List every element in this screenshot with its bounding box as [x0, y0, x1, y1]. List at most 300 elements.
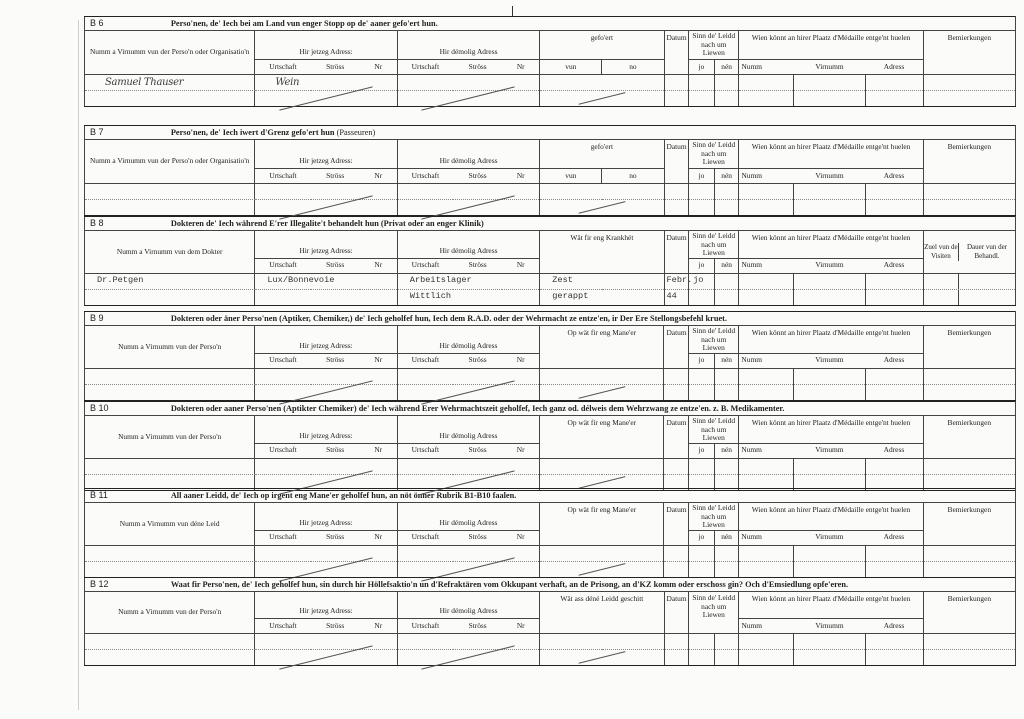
entry-current-address-cell[interactable] [255, 200, 397, 216]
current-address-header: Hir jetzeg Adress: [255, 231, 397, 259]
entry-name: Samuel Thauser [105, 76, 184, 88]
former-street-label: Ströss [453, 353, 502, 368]
former-town-label: Urtschaft [397, 258, 453, 273]
name-header: Numm a Virnumm vun dem Dokter [85, 231, 255, 274]
entry-medal-firstname-cell[interactable] [794, 273, 866, 289]
alive-header: Sinn de' Leidd nach um Liewen [689, 416, 739, 444]
medal-firstname-label: Virnumm [794, 443, 866, 458]
current-town-label: Urtschaft [255, 530, 311, 545]
entry-yes-cell[interactable] [689, 289, 715, 305]
current-town-label: Urtschaft [255, 353, 311, 368]
former-address-header: Hir démolig Adress [397, 592, 539, 619]
entry-date-cell[interactable] [664, 273, 693, 289]
entry-detail-cell[interactable] [540, 368, 664, 384]
entry-row [85, 634, 1016, 650]
section-title-row [85, 402, 1016, 416]
section-title [170, 217, 1016, 231]
entry-medal-firstname-cell[interactable] [794, 650, 866, 666]
entry-remarks-cell[interactable] [923, 561, 1015, 577]
current-street-label: Ströss [311, 443, 360, 458]
current-street-label: Ströss [311, 619, 360, 634]
entry-remarks-cell[interactable] [923, 184, 1015, 200]
section-title-main: Dokteren de' Iech während E'rer Illegalite't behandelt hun (Privat oder an enger Klinik) [170, 218, 484, 228]
entry-current-address-cell[interactable] [255, 184, 397, 200]
manner-header: Op wät fir eng Mane'er [540, 503, 664, 546]
entry-date-cell[interactable] [664, 561, 689, 577]
current-address-header: Hir jetzeg Adress: [255, 503, 397, 531]
former-street-label: Ströss [453, 619, 502, 634]
former-town-label: Urtschaft [397, 353, 453, 368]
entry-medal-firstname-cell[interactable] [794, 458, 866, 474]
entry-yes-cell[interactable] [689, 75, 715, 91]
entry-current-address-cell[interactable] [255, 368, 397, 384]
entry-name-cell[interactable] [85, 200, 255, 216]
entry-remarks-cell[interactable] [923, 384, 1015, 400]
entry-yes-cell[interactable] [689, 368, 715, 384]
former-street-label: Ströss [453, 60, 502, 75]
entry-current-address: Lux/Bonnevoie [267, 275, 335, 286]
current-town-label: Urtschaft [255, 258, 311, 273]
entry-yes-cell[interactable] [689, 545, 715, 561]
entry-current-address-cell[interactable] [255, 273, 397, 289]
entry-no-cell[interactable] [714, 273, 739, 289]
header-row [85, 326, 1016, 354]
entry-date-cell[interactable] [664, 368, 689, 384]
yes-label: jo [689, 60, 715, 75]
entry-yes-cell[interactable] [689, 91, 715, 107]
medal-name-label: Numm [739, 169, 794, 184]
entry-former-address-cell[interactable] [397, 75, 539, 91]
entry-former-address-cell[interactable] [397, 634, 539, 650]
entry-name-cell[interactable] [85, 289, 255, 305]
entry-current-address-cell[interactable] [255, 458, 397, 474]
entry-detail-cell[interactable] [540, 289, 664, 305]
medal-firstname-label: Virnumm [794, 619, 866, 634]
entry-former-address-cell[interactable] [397, 273, 539, 289]
section-title [170, 126, 1016, 140]
entry-detail-cell[interactable] [540, 634, 664, 650]
section-code: B 6 [85, 17, 255, 31]
name-header: Numm a Virnumm vun déne Leid [85, 503, 255, 546]
entry-name-cell[interactable] [85, 384, 255, 400]
entry-date-cell[interactable] [664, 458, 689, 474]
name-header: Numm a Virnumm vun der Perso'n [85, 592, 255, 634]
entry-date-cell[interactable] [664, 289, 689, 305]
entry-row [85, 273, 1016, 289]
ink-stroke [579, 201, 626, 214]
entry-row [85, 368, 1016, 384]
entry-detail-cell[interactable] [540, 75, 664, 91]
section-title [170, 578, 1016, 592]
entry-medal-address-cell[interactable] [865, 289, 923, 305]
medal-firstname-label: Virnumm [794, 353, 866, 368]
former-town-label: Urtschaft [397, 443, 453, 458]
entry-visits-duration-cell[interactable] [923, 289, 1015, 305]
to-label: no [602, 60, 664, 75]
medal-firstname-label: Virnumm [794, 60, 866, 75]
entry-current-address-cell[interactable] [255, 545, 397, 561]
section-title-main: Perso'nen, de' Iech bei am Land vun enger Stopp op de' aaner gefo'ert hun. [170, 18, 438, 28]
section-title [170, 17, 1016, 31]
entry-former-address: Arbeitslager [409, 275, 472, 286]
remarks-header: Bemierkungen [923, 31, 1015, 75]
entry-name-cell[interactable] [85, 75, 255, 91]
entry-medal-firstname-cell[interactable] [793, 561, 865, 577]
alive-header: Sinn de' Leidd nach um Liewen [689, 503, 739, 531]
entry-medal-address-cell[interactable] [865, 561, 923, 577]
entry-current-address-cell[interactable] [255, 634, 397, 650]
name-header: Numm a Virnumm vun der Perso'n oder Organisatio'n [85, 31, 255, 75]
entry-medal-name-cell[interactable] [739, 289, 794, 305]
current-number-label: Nr [360, 169, 397, 184]
former-address-header: Hir démolig Adress [397, 231, 539, 259]
section-b10 [84, 401, 1016, 491]
entry-medal-name-cell[interactable] [739, 634, 794, 650]
section-b9 [84, 311, 1016, 401]
entry-yes-cell[interactable] [689, 184, 715, 200]
former-town-label: Urtschaft [397, 169, 453, 184]
entry-medal-firstname-cell[interactable] [794, 634, 866, 650]
entry-medal-address-cell[interactable] [865, 91, 923, 107]
entry-no-cell[interactable] [714, 561, 739, 577]
medal-header: Wien könnt an hirer Plaatz d'Médaille entge'nt huelen [739, 140, 923, 169]
entry-detail-cell[interactable] [540, 650, 664, 666]
entry-row [85, 184, 1016, 200]
entry-yes-cell[interactable] [689, 200, 715, 216]
entry-detail-cell[interactable] [540, 458, 664, 474]
entry-current-address-cell[interactable] [255, 650, 397, 666]
ink-stroke [279, 86, 373, 110]
medal-header: Wien könnt an hirer Plaatz d'Médaille entge'nt huelen [739, 592, 923, 619]
entry-yes-cell[interactable] [689, 561, 715, 577]
current-number-label: Nr [360, 258, 397, 273]
entry-medal-address-cell[interactable] [865, 368, 923, 384]
entry-medal-name-cell[interactable] [739, 368, 794, 384]
to-label: no [602, 169, 664, 184]
entry-no-cell[interactable] [714, 545, 739, 561]
entry-remarks-cell[interactable] [923, 75, 1015, 91]
former-number-label: Nr [502, 60, 539, 75]
entry-remarks-cell[interactable] [923, 545, 1015, 561]
current-address-header: Hir jetzeg Adress: [255, 31, 397, 60]
entry-medal-name-cell[interactable] [739, 650, 794, 666]
entry-detail-cell[interactable] [540, 545, 664, 561]
entry-former-address-cell[interactable] [397, 458, 539, 474]
former-address-header: Hir démolig Adress [397, 416, 539, 444]
entry-medal-firstname-cell[interactable] [794, 184, 866, 200]
former-town-label: Urtschaft [397, 530, 453, 545]
yes-label: jo [689, 169, 715, 184]
former-number-label: Nr [502, 353, 539, 368]
current-street-label: Ströss [311, 60, 360, 75]
entry-name-cell[interactable] [85, 184, 255, 200]
remarks-header: Bemierkungen [923, 503, 1015, 546]
section-title-row [85, 17, 1016, 31]
current-street-label: Ströss [311, 353, 360, 368]
entry-no-cell[interactable] [714, 634, 739, 650]
former-number-label: Nr [502, 530, 539, 545]
section-b8 [84, 216, 1016, 306]
entry-current-address-cell[interactable] [255, 384, 397, 400]
entry-row [85, 650, 1016, 666]
former-address-header: Hir démolig Adress [397, 140, 539, 169]
former-address-header: Hir démolig Adress [397, 326, 539, 354]
medal-address-label: Adress [865, 258, 923, 273]
entry-former-address-cell[interactable] [397, 545, 539, 561]
current-address-header: Hir jetzeg Adress: [255, 326, 397, 354]
entry-detail-cell[interactable] [540, 91, 664, 107]
current-street-label: Ströss [311, 169, 360, 184]
current-town-label: Urtschaft [255, 443, 311, 458]
entry-name-cell[interactable] [85, 273, 255, 289]
section-code: B 11 [85, 489, 255, 503]
entry-remarks-cell[interactable] [923, 650, 1015, 666]
entry-detail-cell[interactable] [540, 561, 664, 577]
entry-detail-cell[interactable] [540, 184, 664, 200]
entry-medal-firstname-cell[interactable] [794, 289, 866, 305]
top-mark [512, 6, 513, 16]
entry-medal-name-cell[interactable] [739, 384, 794, 400]
entry-former-address: Wittlich [409, 291, 452, 302]
header-row [85, 503, 1016, 531]
entry-medal-name-cell[interactable] [739, 200, 794, 216]
former-number-label: Nr [502, 443, 539, 458]
entry-row [85, 200, 1016, 216]
date-header: Datum [664, 231, 689, 274]
no-label: nén [714, 353, 739, 368]
entry-medal-name-cell[interactable] [739, 75, 794, 91]
entry-medal-address-cell[interactable] [865, 634, 923, 650]
entry-remarks-cell[interactable] [923, 200, 1015, 216]
entry-medal-firstname-cell[interactable] [794, 200, 866, 216]
entry-name-cell[interactable] [85, 545, 255, 561]
entry-medal-address-cell[interactable] [865, 650, 923, 666]
date-header: Datum [664, 416, 689, 459]
entry-row [85, 458, 1016, 474]
no-label: nén [714, 169, 739, 184]
former-number-label: Nr [502, 619, 539, 634]
entry-row [85, 75, 1016, 91]
former-street-label: Ströss [453, 530, 502, 545]
entry-medal-address-cell[interactable] [865, 458, 923, 474]
section-title-main: Perso'nen, de' Iech iwert d'Grenz gefo'ert hun [170, 127, 335, 137]
entry-no-cell[interactable] [714, 200, 739, 216]
entry-medal-firstname-cell[interactable] [794, 368, 866, 384]
entry-current-address-cell[interactable] [255, 561, 397, 577]
former-street-label: Ströss [453, 443, 502, 458]
entry-date-cell[interactable] [664, 75, 689, 91]
entry-current-address: Wein [275, 76, 300, 88]
entry-detail-cell[interactable] [540, 384, 664, 400]
entry-yes: jo [693, 275, 704, 286]
entry-date-cell[interactable] [664, 650, 689, 666]
entry-yes-cell[interactable] [689, 384, 715, 400]
former-address-header: Hir démolig Adress [397, 31, 539, 60]
former-town-label: Urtschaft [397, 60, 453, 75]
entry-detail-cell[interactable] [540, 200, 664, 216]
alive-header: Sinn de' Leidd nach um Liewen [689, 231, 739, 259]
entry-no-cell[interactable] [714, 650, 739, 666]
ink-stroke [422, 645, 516, 669]
entry-remarks-cell[interactable] [923, 458, 1015, 474]
entry-date-cell[interactable] [664, 634, 689, 650]
section-title-row [85, 578, 1016, 592]
entry-name-cell[interactable] [85, 91, 255, 107]
medal-address-label: Adress [865, 60, 923, 75]
ink-stroke [579, 386, 626, 399]
ink-stroke [579, 563, 626, 576]
entry-date-cell[interactable] [664, 200, 689, 216]
entry-no-cell[interactable] [714, 184, 739, 200]
ink-stroke [579, 476, 626, 489]
current-street-label: Ströss [311, 258, 360, 273]
medal-header: Wien könnt an hirer Plaatz d'Médaille entge'nt huelen [739, 326, 923, 354]
section-b11 [84, 488, 1016, 578]
current-address-header: Hir jetzeg Adress: [255, 416, 397, 444]
entry-no-cell[interactable] [714, 458, 739, 474]
current-number-label: Nr [360, 619, 397, 634]
former-address-header: Hir démolig Adress [397, 503, 539, 531]
former-number-label: Nr [502, 258, 539, 273]
remarks-header: Bemierkungen [923, 326, 1015, 369]
entry-no-cell[interactable] [714, 91, 739, 107]
remarks-header: Bemierkungen [923, 416, 1015, 459]
entry-medal-name-cell[interactable] [739, 561, 794, 577]
date-header: Datum [664, 326, 689, 369]
medal-header: Wien könnt an hirer Plaatz d'Médaille entge'nt huelen [739, 31, 923, 60]
current-town-label: Urtschaft [255, 60, 311, 75]
manner-header: Op wät fir eng Mane'er [540, 416, 664, 459]
entry-medal-name-cell[interactable] [739, 184, 794, 200]
entry-name-cell[interactable] [85, 634, 255, 650]
entry-row [85, 561, 1016, 577]
entry-former-address-cell[interactable] [397, 561, 539, 577]
medal-name-label: Numm [739, 619, 794, 634]
entry-remarks-cell[interactable] [923, 91, 1015, 107]
medal-address-label: Adress [865, 619, 923, 634]
entry-yes-cell[interactable] [689, 273, 715, 289]
header-row [85, 592, 1016, 619]
entry-medal-name-cell[interactable] [739, 273, 794, 289]
entry-yes-cell[interactable] [689, 650, 715, 666]
current-number-label: Nr [360, 60, 397, 75]
entry-name-cell[interactable] [85, 458, 255, 474]
entry-former-address-cell[interactable] [397, 650, 539, 666]
entry-no-cell[interactable] [714, 289, 739, 305]
entry-medal-firstname-cell[interactable] [793, 545, 865, 561]
medal-header: Wien könnt an hirer Plaatz d'Médaille entge'nt huelen [739, 231, 923, 259]
entry-date-cell[interactable] [664, 91, 689, 107]
entry-detail: Zest [552, 275, 573, 286]
entry-detail-cell[interactable] [540, 273, 664, 289]
entry-date-cell[interactable] [664, 184, 689, 200]
section-b6 [84, 16, 1016, 107]
section-code: B 8 [85, 217, 255, 231]
entry-current-address-cell[interactable] [255, 91, 397, 107]
no-label: nén [714, 443, 739, 458]
no-label: nén [714, 258, 739, 273]
entry-name-cell[interactable] [85, 368, 255, 384]
medal-name-label: Numm [739, 353, 794, 368]
entry-medal-address-cell[interactable] [865, 384, 923, 400]
from-label: vun [540, 169, 602, 184]
current-number-label: Nr [360, 530, 397, 545]
entry-former-address-cell[interactable] [397, 91, 539, 107]
manner-header: Wät fir eng Krankhét [540, 231, 664, 274]
entry-medal-firstname-cell[interactable] [794, 384, 866, 400]
medal-name-label: Numm [739, 530, 794, 545]
medal-header: Wien könnt an hirer Plaatz d'Médaille entge'nt huelen [739, 503, 923, 531]
name-header: Numm a Virnumm vun der Perso'n [85, 416, 255, 459]
current-town-label: Urtschaft [255, 169, 311, 184]
ink-stroke [579, 651, 626, 664]
medal-firstname-label: Virnumm [794, 258, 866, 273]
entry-name-cell[interactable] [85, 650, 255, 666]
section-code: B 12 [85, 578, 255, 592]
entry-former-address-cell[interactable] [397, 384, 539, 400]
entry-visits-duration-cell[interactable] [923, 273, 1015, 289]
entry-no-cell[interactable] [714, 384, 739, 400]
entry-current-address-cell[interactable] [255, 289, 397, 305]
section-title-row [85, 126, 1016, 140]
entry-no-cell[interactable] [714, 75, 739, 91]
former-number-label: Nr [502, 169, 539, 184]
section-title-main: Dokteren oder aaner Perso'nen (Aptikter Chemiker) de' Iech während Erer Wehrmachtszeit geholfef, Iech ganz od. délweis dem Wehrzwang ze entze'en. z. B. Medikamenter. [170, 403, 785, 413]
entry-yes-cell[interactable] [689, 458, 715, 474]
manner-header: Op wät fir eng Mane'er [540, 326, 664, 369]
medal-firstname-label: Virnumm [794, 169, 866, 184]
entry-former-address-cell[interactable] [397, 184, 539, 200]
entry-date-cell[interactable] [664, 384, 689, 400]
entry-row [85, 384, 1016, 400]
entry-medal-name-cell[interactable] [739, 91, 794, 107]
entry-date-cell[interactable] [664, 545, 689, 561]
entry-yes-cell[interactable] [689, 634, 715, 650]
entry-medal-name-cell[interactable] [739, 458, 794, 474]
entry-medal-firstname-cell[interactable] [794, 91, 866, 107]
ink-stroke [422, 86, 516, 110]
medal-header: Wien könnt an hirer Plaatz d'Médaille entge'nt huelen [739, 416, 923, 444]
entry-name: Dr.Petgen [97, 275, 144, 286]
entry-remarks-cell[interactable] [923, 368, 1015, 384]
current-number-label: Nr [360, 443, 397, 458]
ink-stroke [579, 92, 626, 105]
former-street-label: Ströss [453, 258, 502, 273]
entry-remarks-cell[interactable] [923, 634, 1015, 650]
section-title-sub: (Passeuren) [336, 127, 376, 137]
from-label: vun [540, 60, 602, 75]
name-header: Numm a Virnumm vun der Perso'n oder Organisatio'n [85, 140, 255, 184]
entry-former-address-cell[interactable] [397, 289, 539, 305]
entry-medal-firstname-cell[interactable] [794, 75, 866, 91]
entry-medal-address-cell[interactable] [865, 545, 923, 561]
section-code: B 9 [85, 312, 255, 326]
medal-address-label: Adress [865, 530, 923, 545]
entry-medal-address-cell[interactable] [865, 184, 923, 200]
entry-no-cell[interactable] [714, 368, 739, 384]
date-header: Datum [664, 31, 689, 75]
entry-medal-address-cell[interactable] [865, 200, 923, 216]
entry-medal-address-cell[interactable] [865, 75, 923, 91]
entry-row [85, 545, 1016, 561]
entry-former-address-cell[interactable] [397, 200, 539, 216]
entry-medal-name-cell[interactable] [739, 545, 794, 561]
entry-medal-address-cell[interactable] [865, 273, 923, 289]
entry-name-cell[interactable] [85, 561, 255, 577]
section-title [170, 312, 1016, 326]
entry-former-address-cell[interactable] [397, 368, 539, 384]
entry-current-address-cell[interactable] [255, 75, 397, 91]
